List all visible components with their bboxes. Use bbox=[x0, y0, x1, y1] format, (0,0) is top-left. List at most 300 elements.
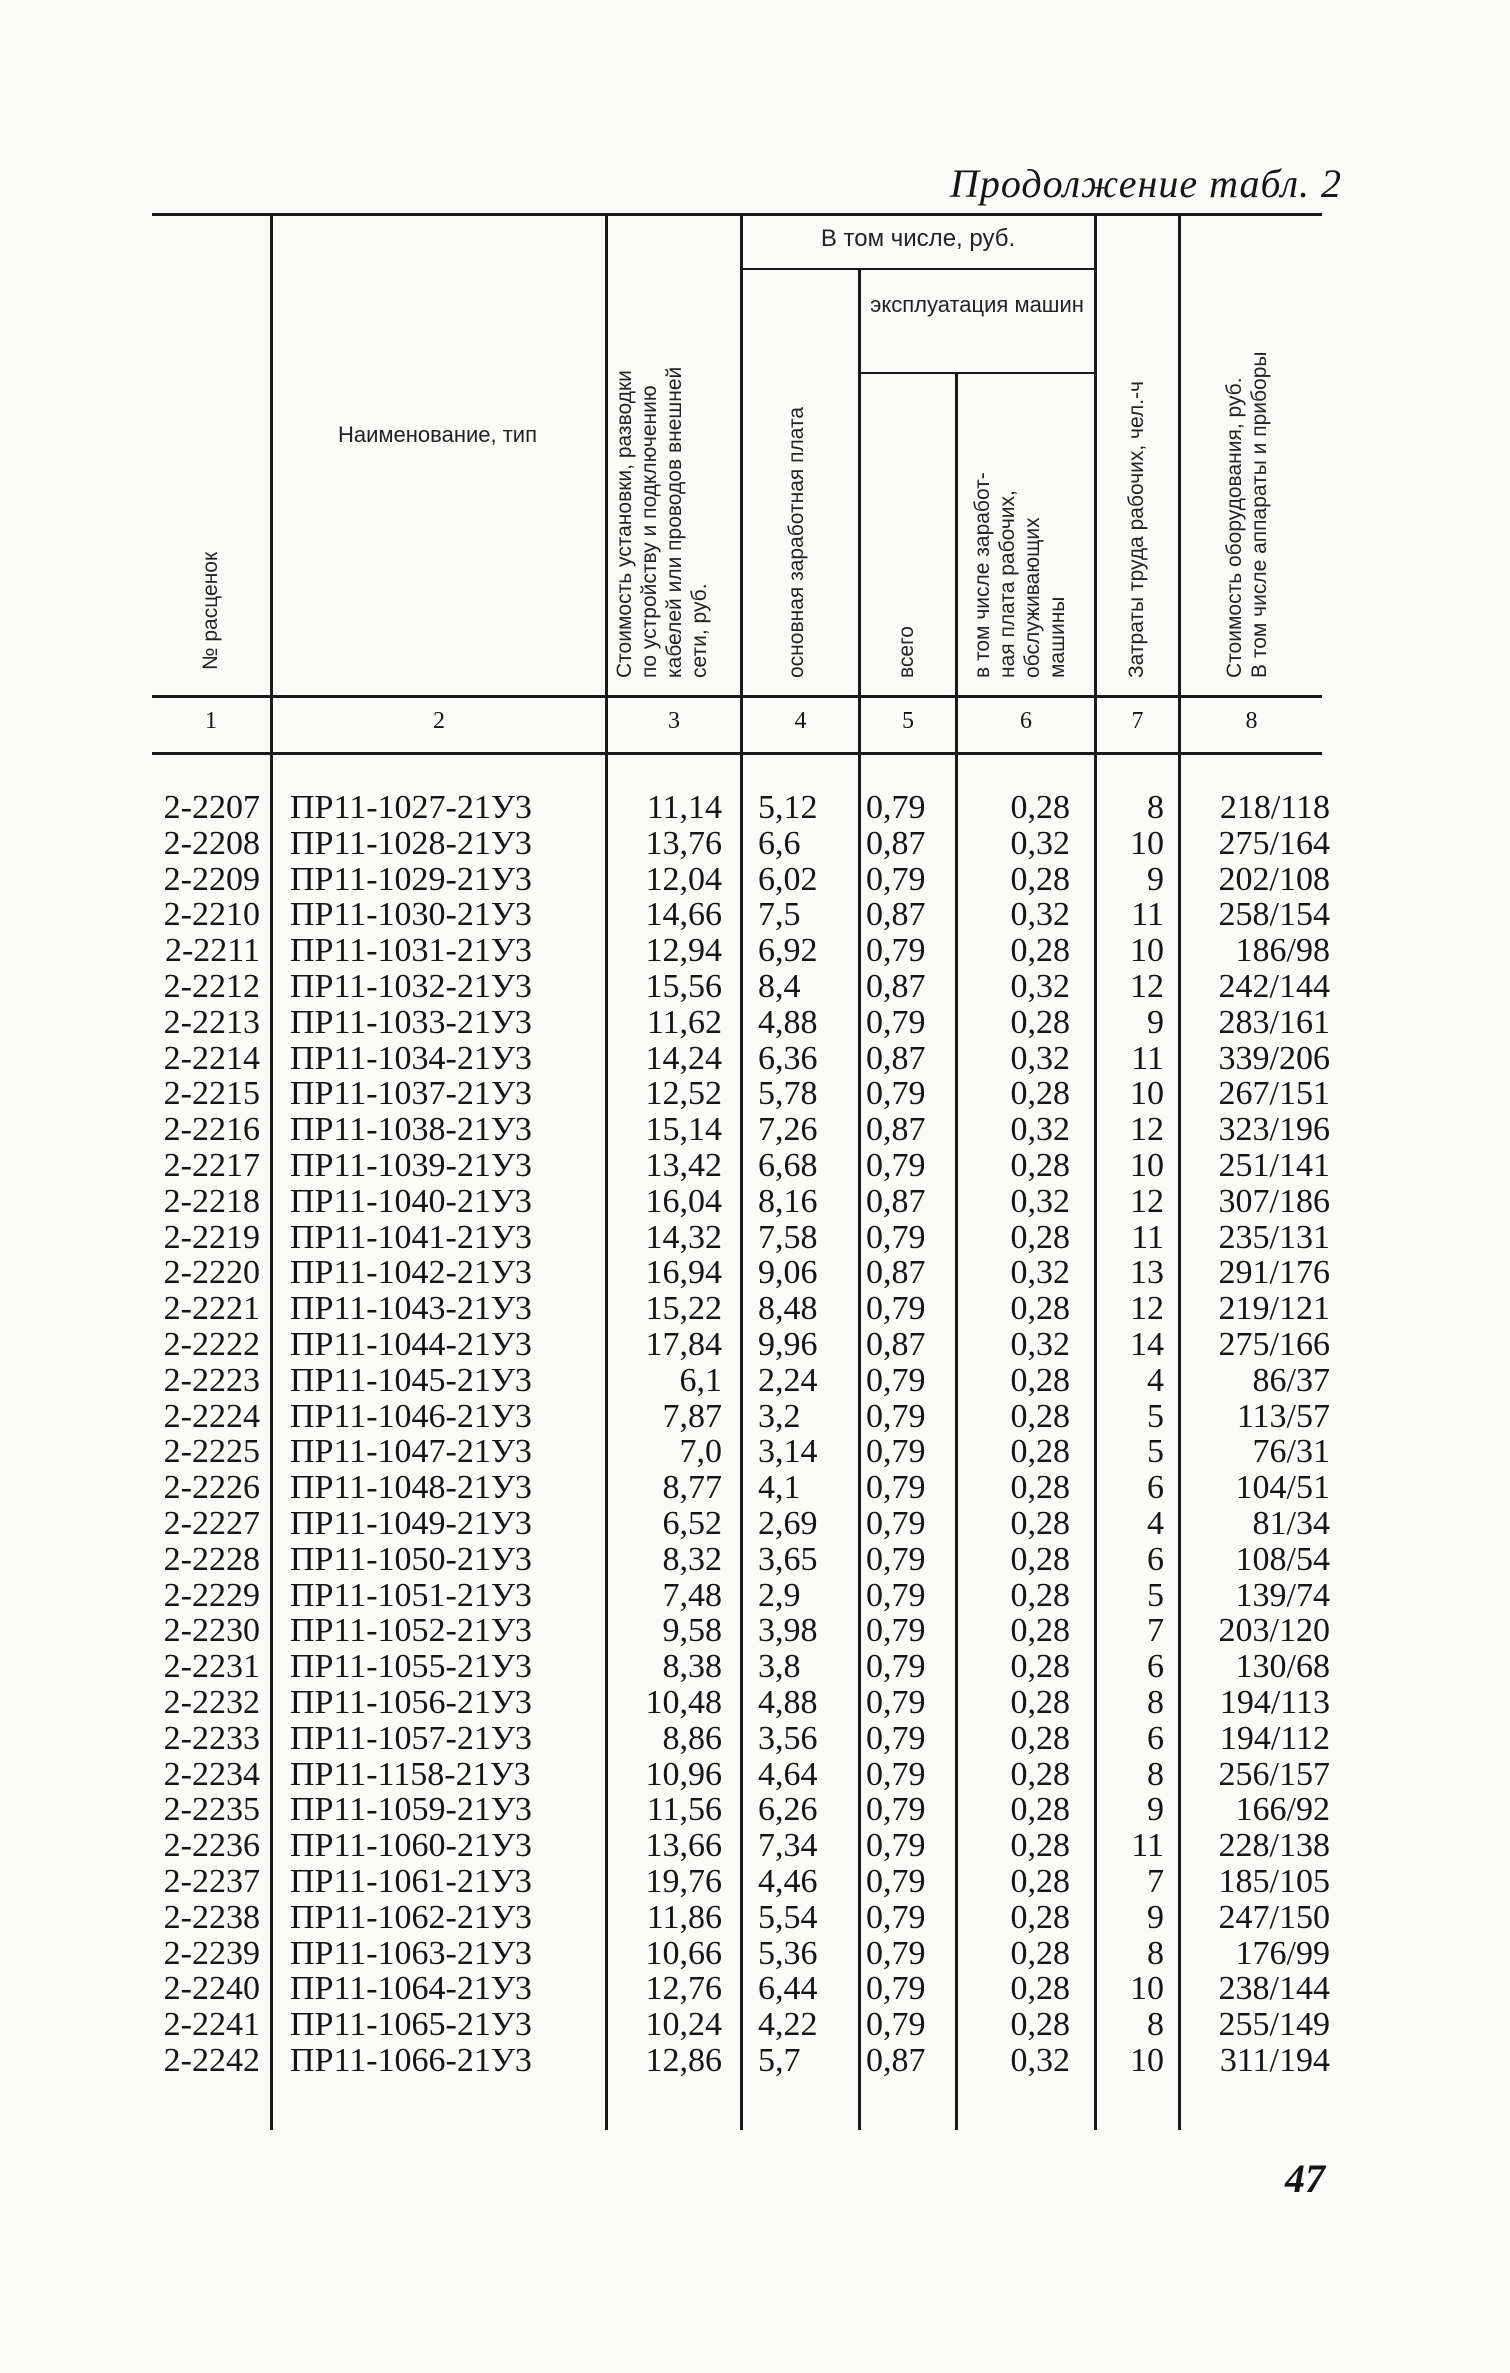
table-row bbox=[0, 1971, 1510, 2007]
cell-machine-wage: 0,28 bbox=[1010, 1290, 1070, 1328]
cell-equipment-cost: 283/161 bbox=[1218, 1003, 1330, 1041]
cell-labor: 7 bbox=[1147, 1862, 1164, 1900]
cell-base-wage: 9,96 bbox=[758, 1325, 818, 1363]
cell-name: ПР11-1043-21У3 bbox=[290, 1290, 532, 1328]
cell-name: ПР11-1059-21У3 bbox=[290, 1791, 532, 1829]
cell-machine-wage: 0,28 bbox=[1010, 789, 1070, 826]
cell-labor: 6 bbox=[1147, 1648, 1164, 1686]
cell-install-cost: 13,76 bbox=[645, 824, 722, 862]
table-row bbox=[0, 1399, 1510, 1435]
cell-equipment-cost: 194/112 bbox=[1219, 1719, 1330, 1757]
table-row bbox=[0, 1578, 1510, 1614]
cell-install-cost: 14,66 bbox=[645, 896, 722, 934]
cell-machine-total: 0,87 bbox=[866, 2041, 926, 2079]
cell-machine-total: 0,79 bbox=[866, 1361, 926, 1399]
column-number: 2 bbox=[433, 708, 445, 734]
cell-machine-total: 0,79 bbox=[866, 789, 926, 826]
cell-code: 2-2209 bbox=[163, 860, 260, 898]
cell-name: ПР11-1063-21У3 bbox=[290, 1934, 532, 1972]
cell-name: ПР11-1033-21У3 bbox=[290, 1003, 532, 1041]
cell-equipment-cost: 113/57 bbox=[1236, 1397, 1330, 1435]
cell-machine-wage: 0,28 bbox=[1010, 1827, 1070, 1865]
cell-base-wage: 5,7 bbox=[758, 2041, 801, 2079]
cell-install-cost: 11,14 bbox=[646, 789, 722, 826]
table-row bbox=[0, 1005, 1510, 1041]
cell-code: 2-2211 bbox=[164, 932, 260, 970]
cell-code: 2-2221 bbox=[163, 1290, 260, 1328]
cell-name: ПР11-1029-21У3 bbox=[290, 860, 532, 898]
cell-base-wage: 6,68 bbox=[758, 1146, 818, 1184]
cell-name: ПР11-1051-21У3 bbox=[290, 1576, 532, 1614]
cell-code: 2-2240 bbox=[163, 1970, 260, 2008]
cell-machine-wage: 0,28 bbox=[1010, 1075, 1070, 1113]
cell-equipment-cost: 130/68 bbox=[1235, 1648, 1330, 1686]
cell-name: ПР11-1064-21У3 bbox=[290, 1970, 532, 2008]
column-number: 5 bbox=[902, 708, 914, 734]
cell-code: 2-2235 bbox=[163, 1791, 260, 1829]
cell-base-wage: 6,02 bbox=[758, 860, 818, 898]
cell-labor: 11 bbox=[1131, 1218, 1164, 1256]
table-row bbox=[0, 1685, 1510, 1721]
cell-code: 2-2223 bbox=[163, 1361, 260, 1399]
cell-machine-wage: 0,32 bbox=[1010, 1039, 1070, 1077]
cell-install-cost: 12,76 bbox=[645, 1970, 722, 2008]
cell-code: 2-2214 bbox=[163, 1039, 260, 1077]
table-body bbox=[0, 790, 1510, 2079]
cell-labor: 10 bbox=[1130, 824, 1164, 862]
cell-machine-total: 0,87 bbox=[866, 1254, 926, 1292]
cell-install-cost: 8,38 bbox=[662, 1648, 722, 1686]
cell-machine-total: 0,79 bbox=[866, 1719, 926, 1757]
group-title-rule bbox=[742, 268, 1094, 270]
cell-labor: 9 bbox=[1147, 860, 1164, 898]
cell-labor: 12 bbox=[1130, 1182, 1164, 1220]
cell-base-wage: 6,26 bbox=[758, 1791, 818, 1829]
cell-equipment-cost: 275/164 bbox=[1218, 824, 1330, 862]
cell-name: ПР11-1031-21У3 bbox=[290, 932, 532, 970]
cell-code: 2-2242 bbox=[163, 2041, 260, 2079]
cell-code: 2-2241 bbox=[163, 2006, 260, 2044]
cell-equipment-cost: 238/144 bbox=[1218, 1970, 1330, 2008]
cell-name: ПР11-1056-21У3 bbox=[290, 1683, 532, 1721]
cell-base-wage: 3,8 bbox=[758, 1648, 801, 1686]
cell-base-wage: 4,88 bbox=[758, 1683, 818, 1721]
cell-base-wage: 4,64 bbox=[758, 1755, 818, 1793]
cell-install-cost: 10,96 bbox=[645, 1755, 722, 1793]
cell-equipment-cost: 108/54 bbox=[1235, 1540, 1330, 1578]
cell-install-cost: 15,56 bbox=[645, 967, 722, 1005]
cell-machine-wage: 0,28 bbox=[1010, 1970, 1070, 2008]
cell-machine-wage: 0,32 bbox=[1010, 1182, 1070, 1220]
cell-code: 2-2229 bbox=[163, 1576, 260, 1614]
cell-code: 2-2239 bbox=[163, 1934, 260, 1972]
table-row bbox=[0, 1792, 1510, 1828]
cell-labor: 10 bbox=[1130, 1146, 1164, 1184]
cell-equipment-cost: 267/151 bbox=[1218, 1075, 1330, 1113]
cell-code: 2-2220 bbox=[163, 1254, 260, 1292]
cell-machine-wage: 0,28 bbox=[1010, 1361, 1070, 1399]
cell-machine-total: 0,79 bbox=[866, 1576, 926, 1614]
cell-labor: 9 bbox=[1147, 1003, 1164, 1041]
cell-equipment-cost: 186/98 bbox=[1235, 932, 1330, 970]
table-row bbox=[0, 1864, 1510, 1900]
cell-code: 2-2216 bbox=[163, 1111, 260, 1149]
cell-install-cost: 10,48 bbox=[645, 1683, 722, 1721]
cell-machine-wage: 0,28 bbox=[1010, 1934, 1070, 1972]
table-row bbox=[0, 1900, 1510, 1936]
cell-equipment-cost: 228/138 bbox=[1218, 1827, 1330, 1865]
cell-code: 2-2233 bbox=[163, 1719, 260, 1757]
cell-equipment-cost: 339/206 bbox=[1218, 1039, 1330, 1077]
header-col3-line: по устройству и подключению bbox=[638, 385, 661, 678]
cell-machine-wage: 0,28 bbox=[1010, 1612, 1070, 1650]
cell-base-wage: 7,58 bbox=[758, 1218, 818, 1256]
table-row bbox=[0, 1721, 1510, 1757]
cell-machine-total: 0,87 bbox=[866, 1325, 926, 1363]
cell-machine-wage: 0,32 bbox=[1010, 824, 1070, 862]
header-col6-line: обслуживающих bbox=[1021, 517, 1044, 678]
cell-machine-wage: 0,28 bbox=[1010, 1683, 1070, 1721]
cell-base-wage: 3,65 bbox=[758, 1540, 818, 1578]
cell-machine-wage: 0,28 bbox=[1010, 1755, 1070, 1793]
header-col3-line: сети, руб. bbox=[688, 583, 711, 678]
table-row bbox=[0, 1506, 1510, 1542]
cell-base-wage: 6,44 bbox=[758, 1970, 818, 2008]
cell-machine-total: 0,79 bbox=[866, 1970, 926, 2008]
cell-equipment-cost: 275/166 bbox=[1218, 1325, 1330, 1363]
cell-code: 2-2212 bbox=[163, 967, 260, 1005]
header-col4: основная заработная плата bbox=[785, 406, 808, 678]
cell-code: 2-2208 bbox=[163, 824, 260, 862]
cell-name: ПР11-1061-21У3 bbox=[290, 1862, 532, 1900]
cell-base-wage: 8,16 bbox=[758, 1182, 818, 1220]
cell-machine-wage: 0,28 bbox=[1010, 1003, 1070, 1041]
cell-code: 2-2219 bbox=[163, 1218, 260, 1256]
header-col3-line: Стоимость установки, разводки bbox=[613, 370, 636, 678]
cell-install-cost: 9,58 bbox=[662, 1612, 722, 1650]
cell-install-cost: 16,04 bbox=[645, 1182, 722, 1220]
table-row bbox=[0, 862, 1510, 898]
cell-code: 2-2207 bbox=[163, 789, 260, 826]
cell-machine-total: 0,79 bbox=[866, 1827, 926, 1865]
cell-equipment-cost: 307/186 bbox=[1218, 1182, 1330, 1220]
cell-equipment-cost: 139/74 bbox=[1235, 1576, 1330, 1614]
cell-labor: 8 bbox=[1147, 1755, 1164, 1793]
table-row bbox=[0, 1327, 1510, 1363]
cell-labor: 10 bbox=[1130, 1075, 1164, 1113]
cell-labor: 11 bbox=[1131, 896, 1164, 934]
header-col3 bbox=[612, 367, 712, 678]
cell-code: 2-2210 bbox=[163, 896, 260, 934]
cell-code: 2-2215 bbox=[163, 1075, 260, 1113]
cell-install-cost: 12,86 bbox=[645, 2041, 722, 2079]
cell-code: 2-2232 bbox=[163, 1683, 260, 1721]
header-bottom-rule bbox=[152, 695, 1322, 698]
cell-equipment-cost: 258/154 bbox=[1218, 896, 1330, 934]
cell-machine-total: 0,79 bbox=[866, 1648, 926, 1686]
table-row bbox=[0, 790, 1510, 826]
cell-install-cost: 6,52 bbox=[662, 1504, 722, 1542]
cell-equipment-cost: 255/149 bbox=[1218, 2006, 1330, 2044]
cell-install-cost: 12,94 bbox=[645, 932, 722, 970]
cell-code: 2-2231 bbox=[163, 1648, 260, 1686]
cell-name: ПР11-1047-21У3 bbox=[290, 1433, 532, 1471]
cell-labor: 14 bbox=[1130, 1325, 1164, 1363]
cell-equipment-cost: 86/37 bbox=[1252, 1361, 1330, 1399]
cell-name: ПР11-1057-21У3 bbox=[290, 1719, 532, 1757]
cell-equipment-cost: 323/196 bbox=[1218, 1111, 1330, 1149]
header-col1: № расценок bbox=[199, 551, 222, 670]
cell-code: 2-2226 bbox=[163, 1469, 260, 1507]
header-subgroup-title: эксплуатация машин bbox=[870, 292, 1084, 317]
column-number: 7 bbox=[1131, 708, 1144, 734]
table-row bbox=[0, 1613, 1510, 1649]
cell-code: 2-2238 bbox=[163, 1898, 260, 1936]
cell-machine-wage: 0,32 bbox=[1010, 2041, 1070, 2079]
cell-labor: 4 bbox=[1147, 1361, 1164, 1399]
cell-equipment-cost: 203/120 bbox=[1218, 1612, 1330, 1650]
header-col7: Затраты труда рабочих, чел.-ч bbox=[1125, 381, 1148, 678]
cell-equipment-cost: 104/51 bbox=[1235, 1469, 1330, 1507]
cell-machine-wage: 0,28 bbox=[1010, 1433, 1070, 1471]
cell-machine-total: 0,79 bbox=[866, 1898, 926, 1936]
cell-base-wage: 2,24 bbox=[758, 1361, 818, 1399]
cell-equipment-cost: 311/194 bbox=[1219, 2041, 1330, 2079]
cell-base-wage: 7,34 bbox=[758, 1827, 818, 1865]
table-top-rule bbox=[152, 213, 1322, 216]
cell-base-wage: 2,9 bbox=[758, 1576, 801, 1614]
cell-labor: 11 bbox=[1131, 1039, 1164, 1077]
cell-equipment-cost: 291/176 bbox=[1218, 1254, 1330, 1292]
table-row bbox=[0, 1828, 1510, 1864]
cell-labor: 9 bbox=[1147, 1791, 1164, 1829]
cell-base-wage: 4,88 bbox=[758, 1003, 818, 1041]
cell-machine-wage: 0,32 bbox=[1010, 1325, 1070, 1363]
table-row bbox=[0, 1112, 1510, 1148]
header-col8-line: В том числе аппараты и приборы bbox=[1248, 351, 1271, 678]
header-col6 bbox=[970, 472, 1070, 678]
cell-machine-total: 0,79 bbox=[866, 1290, 926, 1328]
cell-base-wage: 7,26 bbox=[758, 1111, 818, 1149]
cell-machine-wage: 0,28 bbox=[1010, 1504, 1070, 1542]
table-row bbox=[0, 1757, 1510, 1793]
cell-machine-wage: 0,28 bbox=[1010, 1898, 1070, 1936]
cell-install-cost: 15,22 bbox=[645, 1290, 722, 1328]
cell-machine-total: 0,79 bbox=[866, 1504, 926, 1542]
cell-name: ПР11-1032-21У3 bbox=[290, 967, 532, 1005]
cell-equipment-cost: 218/118 bbox=[1219, 789, 1330, 826]
cell-install-cost: 13,42 bbox=[645, 1146, 722, 1184]
cell-name: ПР11-1038-21У3 bbox=[290, 1111, 532, 1149]
cell-machine-wage: 0,28 bbox=[1010, 1146, 1070, 1184]
cell-machine-wage: 0,32 bbox=[1010, 896, 1070, 934]
table-row bbox=[0, 1470, 1510, 1506]
cell-machine-total: 0,79 bbox=[866, 1397, 926, 1435]
cell-equipment-cost: 219/121 bbox=[1218, 1290, 1330, 1328]
table-row bbox=[0, 1363, 1510, 1399]
cell-labor: 8 bbox=[1147, 789, 1164, 826]
cell-name: ПР11-1055-21У3 bbox=[290, 1648, 532, 1686]
cell-install-cost: 11,56 bbox=[646, 1791, 722, 1829]
cell-base-wage: 8,48 bbox=[758, 1290, 818, 1328]
cell-base-wage: 6,6 bbox=[758, 824, 801, 862]
cell-install-cost: 11,62 bbox=[646, 1003, 722, 1041]
cell-machine-wage: 0,28 bbox=[1010, 1719, 1070, 1757]
cell-equipment-cost: 242/144 bbox=[1218, 967, 1330, 1005]
cell-install-cost: 12,04 bbox=[645, 860, 722, 898]
cell-install-cost: 14,24 bbox=[645, 1039, 722, 1077]
cell-labor: 11 bbox=[1131, 1827, 1164, 1865]
cell-labor: 10 bbox=[1130, 932, 1164, 970]
cell-name: ПР11-1039-21У3 bbox=[290, 1146, 532, 1184]
header-col6-line: в том числе заработ- bbox=[971, 472, 994, 678]
table-row bbox=[0, 1255, 1510, 1291]
cell-name: ПР11-1028-21У3 bbox=[290, 824, 532, 862]
subgroup-title-rule bbox=[860, 372, 1094, 374]
cell-base-wage: 3,14 bbox=[758, 1433, 818, 1471]
cell-machine-total: 0,79 bbox=[866, 1934, 926, 1972]
cell-code: 2-2234 bbox=[163, 1755, 260, 1793]
table-row bbox=[0, 826, 1510, 862]
cell-equipment-cost: 81/34 bbox=[1252, 1504, 1330, 1542]
cell-labor: 12 bbox=[1130, 967, 1164, 1005]
cell-machine-total: 0,79 bbox=[866, 1433, 926, 1471]
cell-base-wage: 6,92 bbox=[758, 932, 818, 970]
cell-machine-wage: 0,32 bbox=[1010, 1254, 1070, 1292]
cell-name: ПР11-1041-21У3 bbox=[290, 1218, 532, 1256]
cell-machine-total: 0,79 bbox=[866, 1218, 926, 1256]
cell-machine-total: 0,87 bbox=[866, 1039, 926, 1077]
cell-base-wage: 2,69 bbox=[758, 1504, 818, 1542]
cell-machine-wage: 0,28 bbox=[1010, 1218, 1070, 1256]
cell-equipment-cost: 176/99 bbox=[1235, 1934, 1330, 1972]
table-row bbox=[0, 2007, 1510, 2043]
cell-base-wage: 7,5 bbox=[758, 896, 801, 934]
cell-install-cost: 7,48 bbox=[662, 1576, 722, 1614]
cell-base-wage: 4,22 bbox=[758, 2006, 818, 2044]
cell-code: 2-2237 bbox=[163, 1862, 260, 1900]
table-row bbox=[0, 1542, 1510, 1578]
cell-machine-total: 0,79 bbox=[866, 1146, 926, 1184]
cell-machine-total: 0,79 bbox=[866, 1003, 926, 1041]
cell-code: 2-2230 bbox=[163, 1612, 260, 1650]
cell-machine-wage: 0,28 bbox=[1010, 1397, 1070, 1435]
cell-machine-total: 0,79 bbox=[866, 2006, 926, 2044]
cell-code: 2-2224 bbox=[163, 1397, 260, 1435]
cell-name: ПР11-1037-21У3 bbox=[290, 1075, 532, 1113]
cell-equipment-cost: 256/157 bbox=[1218, 1755, 1330, 1793]
cell-name: ПР11-1050-21У3 bbox=[290, 1540, 532, 1578]
table-row bbox=[0, 1041, 1510, 1077]
cell-machine-wage: 0,28 bbox=[1010, 2006, 1070, 2044]
cell-install-cost: 13,66 bbox=[645, 1827, 722, 1865]
cell-labor: 12 bbox=[1130, 1290, 1164, 1328]
cell-labor: 6 bbox=[1147, 1469, 1164, 1507]
table-row bbox=[0, 1076, 1510, 1112]
cell-install-cost: 10,24 bbox=[645, 2006, 722, 2044]
cell-machine-total: 0,79 bbox=[866, 1612, 926, 1650]
cell-install-cost: 16,94 bbox=[645, 1254, 722, 1292]
cell-name: ПР11-1045-21У3 bbox=[290, 1361, 532, 1399]
cell-labor: 5 bbox=[1147, 1433, 1164, 1471]
cell-install-cost: 15,14 bbox=[645, 1111, 722, 1149]
cell-code: 2-2228 bbox=[163, 1540, 260, 1578]
cell-code: 2-2236 bbox=[163, 1827, 260, 1865]
cell-name: ПР11-1060-21У3 bbox=[290, 1827, 532, 1865]
cell-install-cost: 7,87 bbox=[662, 1397, 722, 1435]
cell-name: ПР11-1052-21У3 bbox=[290, 1612, 532, 1650]
cell-machine-wage: 0,28 bbox=[1010, 860, 1070, 898]
cell-base-wage: 4,1 bbox=[758, 1469, 801, 1507]
cell-equipment-cost: 247/150 bbox=[1218, 1898, 1330, 1936]
table-row bbox=[0, 2043, 1510, 2079]
cell-install-cost: 8,77 bbox=[662, 1469, 722, 1507]
cell-machine-total: 0,79 bbox=[866, 1755, 926, 1793]
cell-machine-total: 0,79 bbox=[866, 1540, 926, 1578]
cell-labor: 6 bbox=[1147, 1719, 1164, 1757]
cell-base-wage: 5,12 bbox=[758, 789, 818, 826]
cell-base-wage: 8,4 bbox=[758, 967, 801, 1005]
cell-machine-wage: 0,28 bbox=[1010, 1540, 1070, 1578]
cell-base-wage: 9,06 bbox=[758, 1254, 818, 1292]
column-number: 1 bbox=[205, 708, 217, 734]
cell-machine-total: 0,79 bbox=[866, 1075, 926, 1113]
column-number: 6 bbox=[1020, 708, 1032, 734]
table-row bbox=[0, 933, 1510, 969]
cell-base-wage: 3,98 bbox=[758, 1612, 818, 1650]
cell-name: ПР11-1034-21У3 bbox=[290, 1039, 532, 1077]
cell-name: ПР11-1042-21У3 bbox=[290, 1254, 532, 1292]
page-number: 47 bbox=[1285, 2156, 1325, 2201]
cell-machine-total: 0,87 bbox=[866, 896, 926, 934]
table-row bbox=[0, 1434, 1510, 1470]
cell-install-cost: 11,86 bbox=[646, 1898, 722, 1936]
cell-machine-total: 0,87 bbox=[866, 824, 926, 862]
cell-code: 2-2218 bbox=[163, 1182, 260, 1220]
cell-name: ПР11-1048-21У3 bbox=[290, 1469, 532, 1507]
cell-base-wage: 3,2 bbox=[758, 1397, 801, 1435]
cell-labor: 6 bbox=[1147, 1540, 1164, 1578]
cell-equipment-cost: 76/31 bbox=[1252, 1433, 1330, 1471]
cell-base-wage: 5,78 bbox=[758, 1075, 818, 1113]
column-number: 3 bbox=[668, 708, 680, 734]
column-number: 4 bbox=[794, 708, 807, 734]
table-row bbox=[0, 969, 1510, 1005]
cell-machine-wage: 0,28 bbox=[1010, 932, 1070, 970]
numbers-bottom-rule bbox=[152, 752, 1322, 755]
cell-install-cost: 12,52 bbox=[645, 1075, 722, 1113]
cell-install-cost: 7,0 bbox=[679, 1433, 722, 1471]
cell-install-cost: 10,66 bbox=[645, 1934, 722, 1972]
table-row bbox=[0, 1184, 1510, 1220]
table-caption: Продолжение табл. 2 bbox=[950, 161, 1343, 206]
cell-machine-wage: 0,32 bbox=[1010, 967, 1070, 1005]
cell-name: ПР11-1062-21У3 bbox=[290, 1898, 532, 1936]
cell-machine-total: 0,79 bbox=[866, 932, 926, 970]
cell-machine-wage: 0,28 bbox=[1010, 1648, 1070, 1686]
cell-machine-wage: 0,28 bbox=[1010, 1576, 1070, 1614]
header-col6-line: машины bbox=[1046, 596, 1069, 678]
cell-base-wage: 5,54 bbox=[758, 1898, 818, 1936]
cell-machine-total: 0,87 bbox=[866, 967, 926, 1005]
cell-name: ПР11-1040-21У3 bbox=[290, 1182, 532, 1220]
header-col5: всего bbox=[895, 626, 918, 678]
cell-name: ПР11-1030-21У3 bbox=[290, 896, 532, 934]
cell-code: 2-2225 bbox=[163, 1433, 260, 1471]
header-col2: Наименование, тип bbox=[337, 422, 537, 447]
cell-code: 2-2217 bbox=[163, 1146, 260, 1184]
table-row bbox=[0, 897, 1510, 933]
